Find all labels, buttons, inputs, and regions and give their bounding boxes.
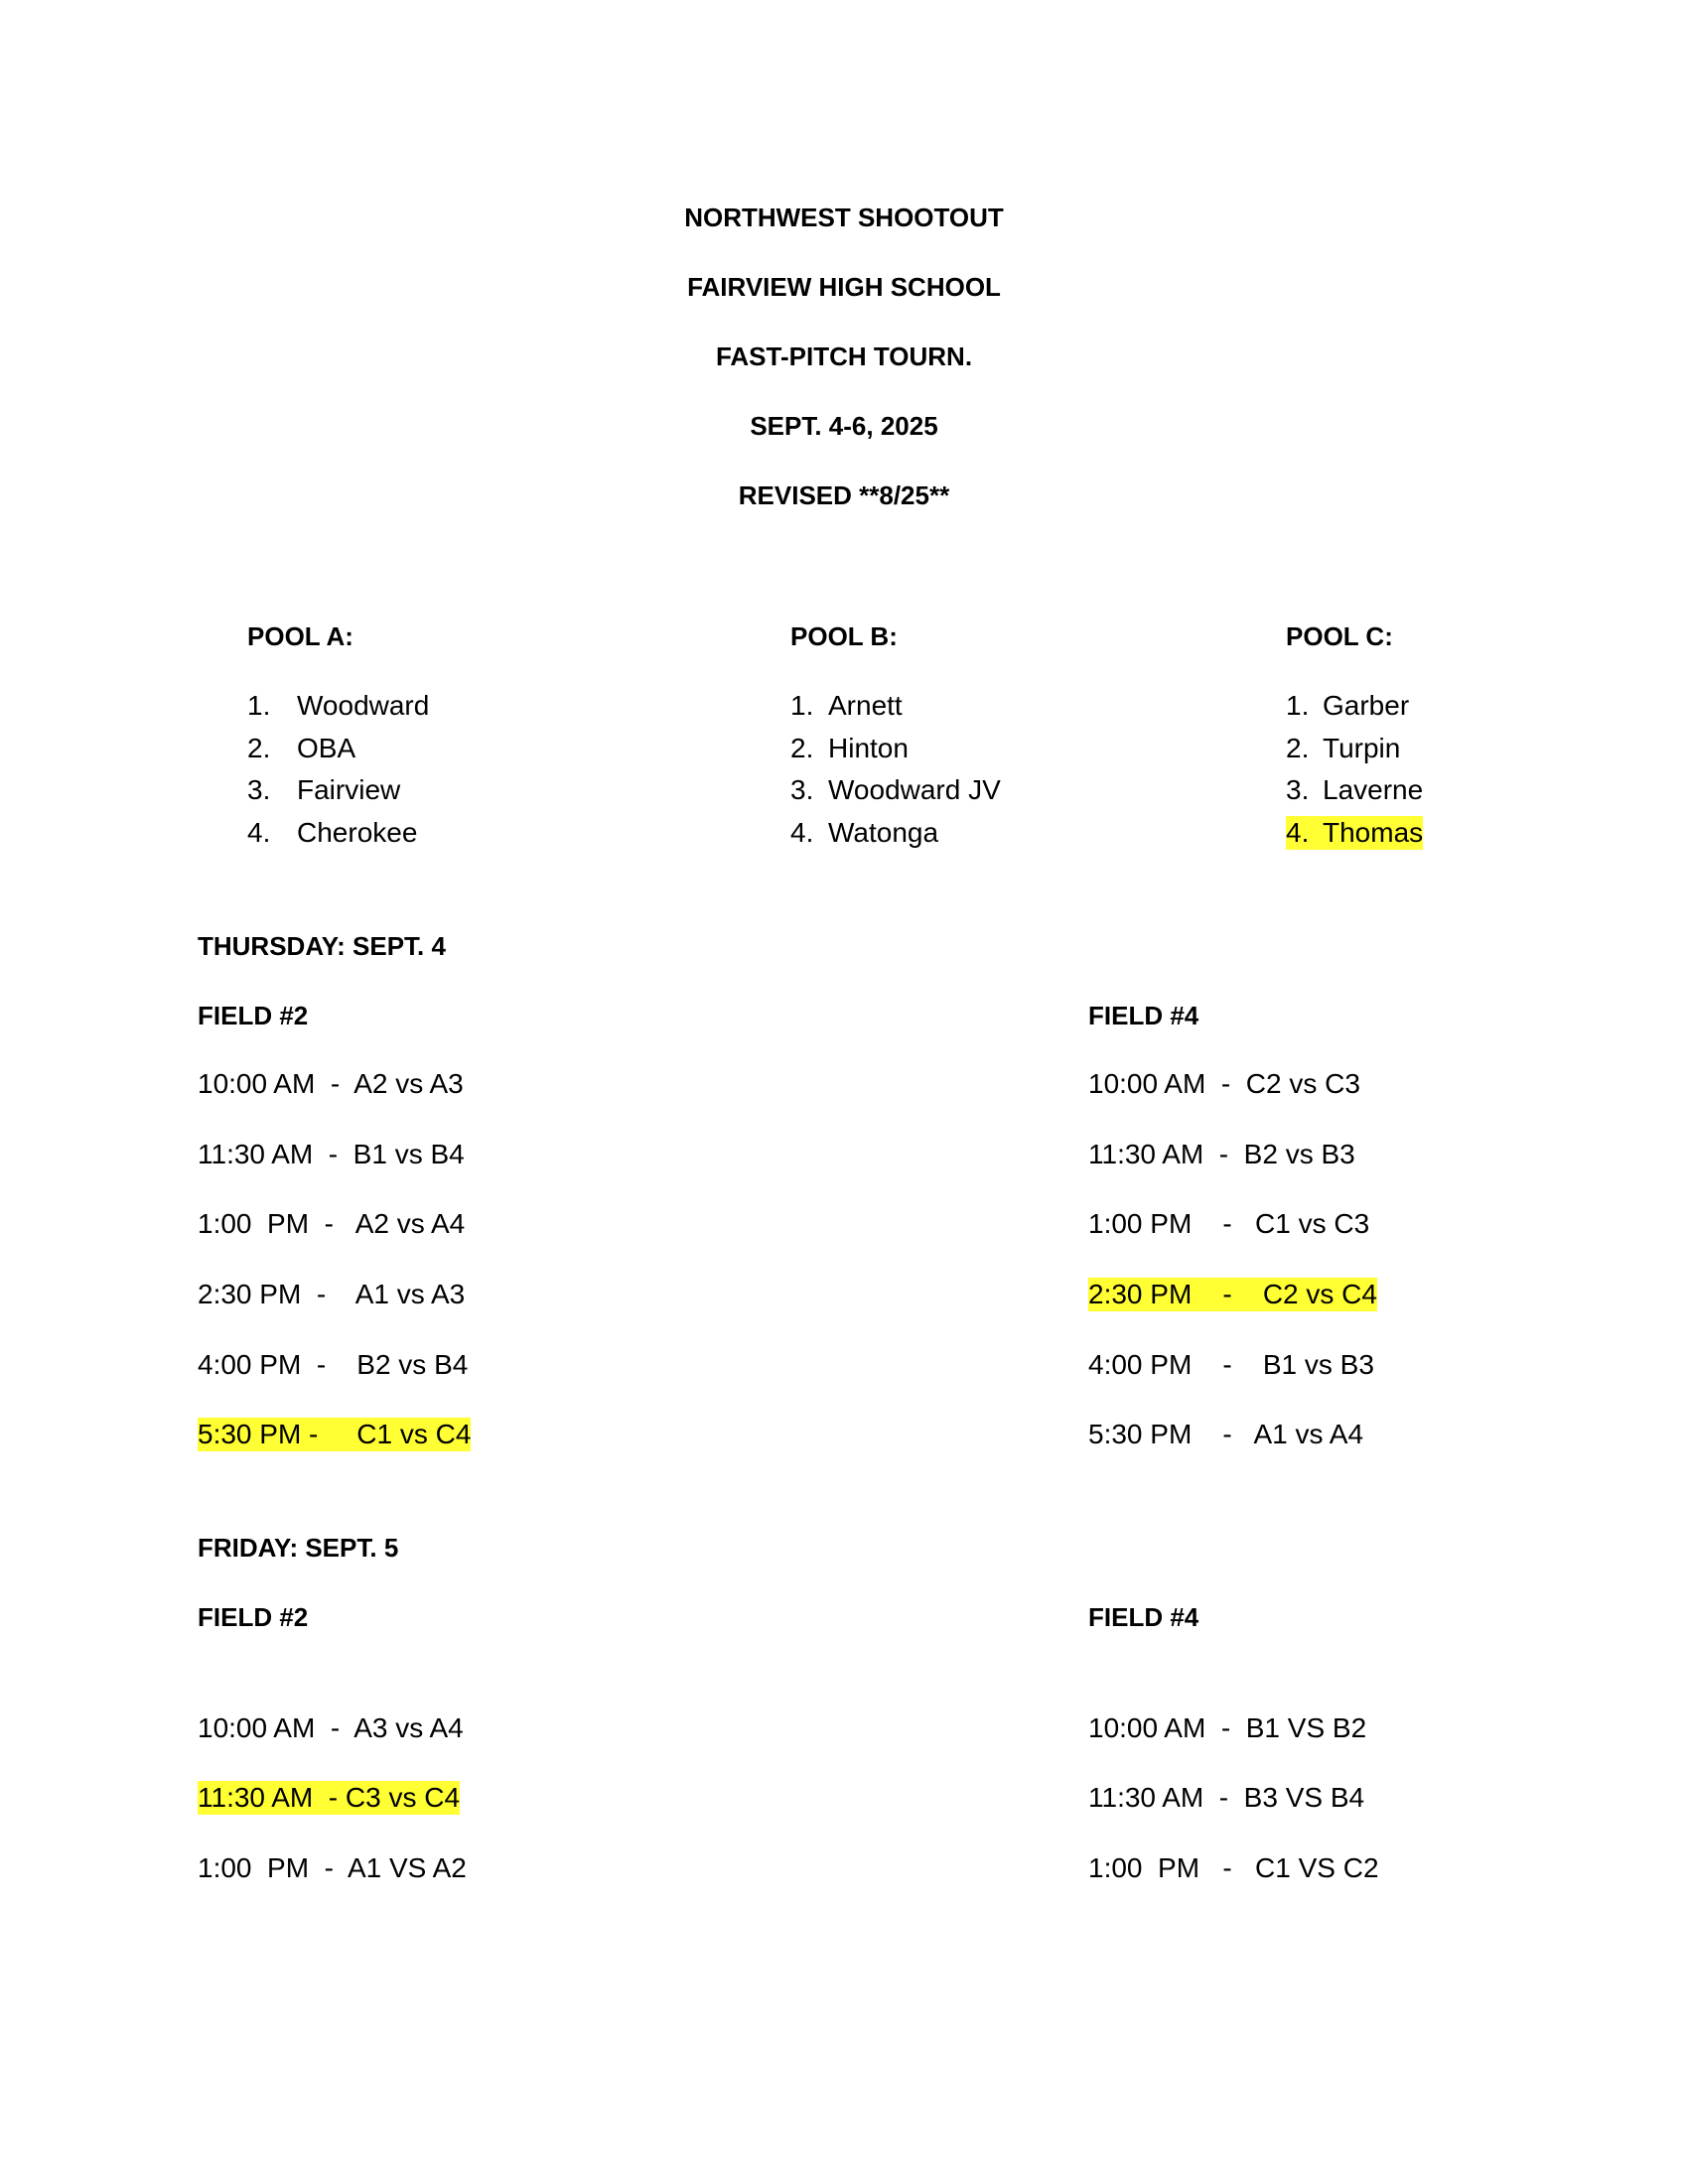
thursday-field-2-heading: FIELD #2	[198, 1001, 309, 1030]
host-school: FAIRVIEW HIGH SCHOOL	[687, 272, 1001, 302]
team-number: 4.	[247, 817, 271, 848]
pool-b-team-4	[790, 816, 938, 850]
team-number: 3.	[790, 774, 814, 805]
pool-c-team-2	[1286, 732, 1400, 765]
tournament-type: FAST-PITCH TOURN.	[715, 341, 973, 371]
team-number: 1.	[790, 690, 814, 721]
pool-c-team-1	[1286, 689, 1409, 723]
team-name: Garber	[1323, 690, 1410, 721]
pool-b-team-2	[790, 732, 909, 765]
team-number: 2.	[790, 733, 814, 763]
thursday-field-4-game-5: 4:00 PM - B1 vs B3	[1088, 1349, 1374, 1380]
thursday-field-2-game-1: 10:00 AM - A2 vs A3	[198, 1068, 464, 1099]
thursday-field-4-heading: FIELD #4	[1088, 1001, 1199, 1030]
friday-field-4-game-1: 10:00 AM - B1 VS B2	[1088, 1712, 1367, 1743]
team-name: Watonga	[828, 817, 939, 848]
tournament-dates: SEPT. 4-6, 2025	[750, 411, 938, 441]
team-number: 4.	[790, 817, 814, 848]
thursday-field-4-game-6: 5:30 PM - A1 vs A4	[1088, 1419, 1364, 1449]
pool-a-team-3	[247, 773, 400, 807]
friday-field-2-heading: FIELD #2	[198, 1602, 309, 1632]
team-name: OBA	[297, 733, 356, 763]
team-number: 1.	[247, 690, 271, 721]
thursday-field-4-game-4-highlighted: 2:30 PM - C2 vs C4	[1088, 1279, 1377, 1309]
thursday-field-4-game-2: 11:30 AM - B2 vs B3	[1088, 1139, 1355, 1169]
pool-a-team-4	[247, 816, 417, 850]
thursday-field-2-game-4: 2:30 PM - A1 vs A3	[198, 1279, 466, 1309]
team-name: Fairview	[297, 774, 401, 805]
thursday-field-2-game-3: 1:00 PM - A2 vs A4	[198, 1208, 466, 1239]
team-name: Cherokee	[297, 817, 418, 848]
team-number: 4.	[1286, 817, 1310, 848]
team-name: Woodward JV	[828, 774, 1001, 805]
team-number: 1.	[1286, 690, 1310, 721]
friday-field-2-game-2-highlighted: 11:30 AM - C3 vs C4	[198, 1782, 461, 1813]
pool-b-title: POOL B:	[790, 621, 898, 651]
thursday-field-2-game-5: 4:00 PM - B2 vs B4	[198, 1349, 469, 1380]
pool-a-team-1	[247, 689, 429, 723]
team-name: Laverne	[1323, 774, 1424, 805]
pool-c-team-4-highlighted	[1286, 816, 1423, 850]
team-number: 3.	[1286, 774, 1310, 805]
pool-b-team-1	[790, 689, 903, 723]
thursday-field-2-game-6-highlighted: 5:30 PM - C1 vs C4	[198, 1419, 472, 1449]
team-name: Thomas	[1323, 817, 1424, 848]
friday-field-4-heading: FIELD #4	[1088, 1602, 1199, 1632]
team-name: Woodward	[297, 690, 430, 721]
tournament-name: NORTHWEST SHOOTOUT	[684, 203, 1004, 232]
thursday-heading: THURSDAY: SEPT. 4	[198, 931, 446, 961]
team-name: Arnett	[828, 690, 903, 721]
pool-c-title: POOL C:	[1286, 621, 1393, 651]
pool-b-team-3	[790, 773, 1001, 807]
friday-field-4-game-2: 11:30 AM - B3 VS B4	[1088, 1782, 1365, 1813]
friday-heading: FRIDAY: SEPT. 5	[198, 1533, 399, 1563]
team-number: 3.	[247, 774, 271, 805]
revised-date: REVISED **8/25**	[738, 480, 950, 510]
thursday-field-4-game-3: 1:00 PM - C1 vs C3	[1088, 1208, 1370, 1239]
pool-a-title: POOL A:	[247, 621, 353, 651]
pool-c-team-3	[1286, 773, 1423, 807]
friday-field-2-game-1: 10:00 AM - A3 vs A4	[198, 1712, 464, 1743]
friday-field-2-game-3: 1:00 PM - A1 VS A2	[198, 1852, 467, 1883]
team-name: Hinton	[828, 733, 909, 763]
team-number: 2.	[247, 733, 271, 763]
thursday-field-2-game-2: 11:30 AM - B1 vs B4	[198, 1139, 465, 1169]
team-name: Turpin	[1323, 733, 1401, 763]
friday-field-4-game-3: 1:00 PM - C1 VS C2	[1088, 1852, 1379, 1883]
thursday-field-4-game-1: 10:00 AM - C2 vs C3	[1088, 1068, 1360, 1099]
pool-a-team-2	[247, 732, 355, 765]
team-number: 2.	[1286, 733, 1310, 763]
